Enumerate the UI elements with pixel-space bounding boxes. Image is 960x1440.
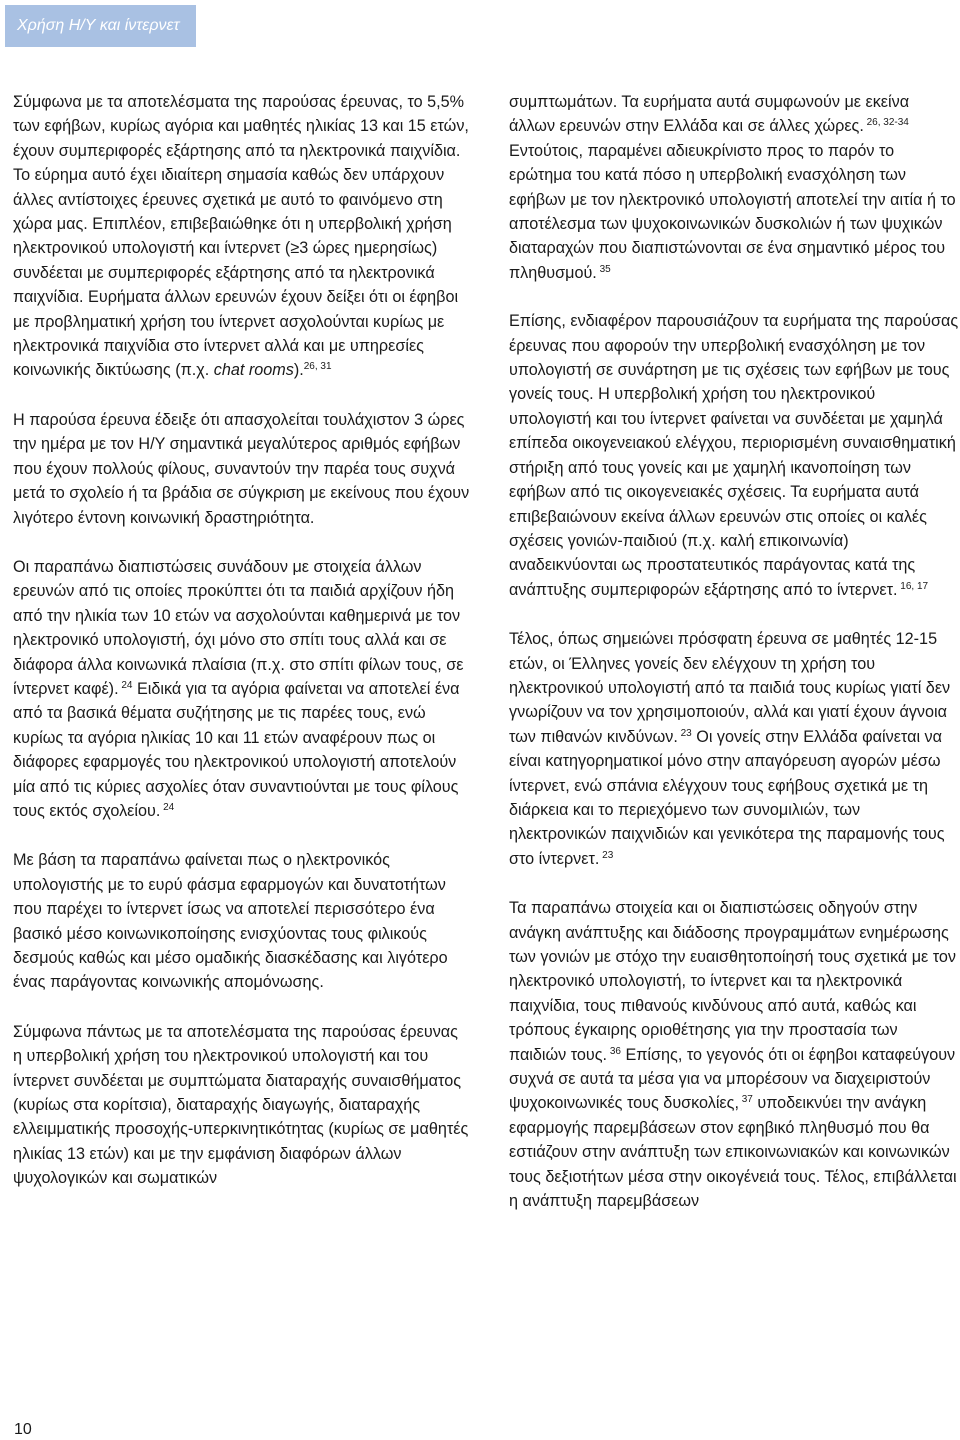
left-column [13, 90, 470, 1216]
citation-ref: 35 [596, 263, 611, 275]
paragraph-3: Οι παραπάνω διαπιστώσεις συνάδουν με στοιχεία άλλων ερευνών από τις οποίες προκύπτει ότι τα παιδιά αρχίζουν ήδη από την ηλικία των 10 ετών να ασχολούνται καθημερινά με τον ηλεκτρονικό υπολογιστή, όχι μόνο στο σπίτι τους αλλά και σε διάφορα άλλα κοινωνικά πλαίσια (π.χ. στο σπίτι φίλων τους, σε ίντερνετ καφέ). $^{24}$ Ειδικά για τα αγόρια φαίνεται να αποτελεί ένα από τα βασικά θέματα συζήτησης με τις παρέες τους, ενώ κυρίως τα αγόρια ηλικίας 10 και 11 ετών αναφέρουν πως οι διάφορες εφαρμογές του ηλεκτρονικού υπολογιστή αποτελούν μία από τις κύριες ασχολίες όταν συναντιούνται με τους φίλους τους εκτός σχολείου. $^{24}$ [13, 557, 464, 820]
citation-ref: 36 [607, 1045, 621, 1057]
citation-ref: 24 [118, 679, 133, 691]
paragraph-9: Τα παραπάνω στοιχεία και οι διαπιστώσεις οδηγούν στην ανάγκη ανάπτυξης και διάδοσης προγραμμάτων ενημέρωσης των γονιών με στόχο την ευαισθητοποίησή τους σχετικά με τον ηλεκτρονικό υπολογιστή, το ίντερνετ και τα ηλεκτρονικά παιχνίδια, τους πιθανούς κινδύνους από αυτά, καθώς και τρόπους έγκαιρης οριοθέτησης για την προστασία των παιδιών τους. $^{36}$ Επίσης, το γεγονός ότι οι έφηβοι καταφεύγουν συχνά σε αυτά τα μέσα για να μπορέσουν να διαχειριστούν ψυχοκοινωνικές τους δυσκολίες, $^{37}$ υποδεικνύει την ανάγκη εφαρμογής παρεμβάσεων στον εφηβικό πληθυσμό που θα εστιάζουν στην ανάπτυξη των επικοινωνιακών και κοινωνικών τους δεξιοτήτων μέσα στην οικογένειά τους. Τέλος, επιβάλλεται η ανάπτυξη παρεμβάσεων [509, 899, 957, 1211]
citation-ref: 24 [160, 801, 175, 813]
citation-ref: 26, 32-34 [863, 117, 909, 129]
citation-ref: 37 [738, 1094, 753, 1106]
citation-ref: 26, 31 [303, 361, 332, 373]
header-title: Χρήση Η/Υ και ίντερνετ [5, 5, 196, 47]
paragraph-1: Σύμφωνα με τα αποτελέσματα της παρούσας έρευνας, το 5,5% των εφήβων, κυρίως αγόρια και μαθητές ηλικίας 13 και 15 ετών, έχουν συμπεριφορές εξάρτησης από τα ηλεκτρονικά παιχνίδια. Το εύρημα αυτό έχει ιδιαίτερη σημασία καθώς δεν υπάρχουν άλλες αντίστοιχες έρευνες σχετικά με αυτό το φαινόμενο στη χώρα μας. Επιπλέον, επιβεβαιώθηκε ότι η υπερβολική χρήση ηλεκτρονικού υπολογιστή και ίντερνετ (≥3 ώρες ημερησίως) συνδέεται με συμπεριφορές εξάρτησης από τα ηλεκτρονικά παιχνίδια. Ευρήματα άλλων ερευνών έχουν δείξει ότι οι έφηβοι με προβληματική χρήση του ίντερνετ ασχολούνται κυρίως με ηλεκτρονικά παιχνίδια στο ίντερνετ αλλά και με υπηρεσίες κοινωνικής δικτύωσης (π.χ. chat rooms).$^{26, 31}$ [13, 93, 469, 380]
paragraph-6: συμπτωμάτων. Τα ευρήματα αυτά συμφωνούν με εκείνα άλλων ερευνών στην Ελλάδα και σε άλλες χώρες. $^{26, 32-34}$ Εντούτοις, παραμένει αδιευκρίνιστο προς το παρόν το ερώτημα του κατά πόσο η υπερβολική ενασχόληση των εφήβων με τον ηλεκτρονικό υπολογιστή αποτελεί την αιτία ή το αποτέλεσμα των ψυχοκοινωνικών δυσκολιών ή των ψυχικών διαταραχών που διαπιστώνονται σε ένα σημαντικό μέρος του πληθυσμού. $^{35}$ [509, 93, 956, 282]
paragraph-5: Σύμφωνα πάντως με τα αποτελέσματα της παρούσας έρευνας η υπερβολική χρήση του ηλεκτρονικού υπολογιστή και του ίντερνετ συνδέεται με συμπτώματα διαταραχής συναισθήματος (κυρίως στα κορίτσια), διαταραχής διαγωγής, διαταραχής ελλειμματικής προσοχής-υπερκινητικότητας (κυρίως σε μαθητές ηλικίας 13 ετών) και με την εμφάνιση διαφόρων άλλων ψυχολογικών και σωματικών [13, 1022, 469, 1188]
paragraph-2: Η παρούσα έρευνα έδειξε ότι απασχολείται τουλάχιστον 3 ώρες την ημέρα με τον Η/Υ σημαντικά μεγαλύτερος αριθμός εφήβων που έχουν πολλούς φίλους, συναντούν την παρέα τους συχνά μετά το σχολείο ή τα βράδια σε σύγκριση με εκείνους που έχουν λιγότερο έντονη κοινωνική δραστηριότητα. [13, 410, 470, 527]
citation-ref: 23 [599, 849, 614, 861]
paragraph-7: Επίσης, ενδιαφέρον παρουσιάζουν τα ευρήματα της παρούσας έρευνας που αφορούν την υπερβολική ενασχόληση με τον υπολογιστή σε συνάρτηση με τις σχέσεις των εφήβων με τους γονείς τους. Η υπερβολική χρήση του ηλεκτρονικού υπολογιστή και του ίντερνετ φαίνεται να συνδέεται με χαμηλά επίπεδα οικογενειακού ελέγχου, περιορισμένη συναισθηματική στήριξη από τους γονείς και με χαμηλή ικανοποίηση των εφήβων από τις οικογενειακές σχέσεις. Τα ευρήματα αυτά επιβεβαιώνουν εκείνα άλλων ερευνών στις οποίες οι καλές σχέσεις γονιών-παιδιού (π.χ. καλή επικοινωνία) αναδεικνύονται ως προστατευτικός παράγοντας κατά της ανάπτυξης συμπεριφορών εξάρτησης από το ίντερνετ. $^{16, 17}$ [509, 312, 959, 599]
page-number: 10 [14, 1421, 32, 1438]
paragraph-8: Τέλος, όπως σημειώνει πρόσφατη έρευνα σε μαθητές 12-15 ετών, οι Έλληνες γονείς δεν ελέγχουν τη χρήση του ηλεκτρονικού υπολογιστή από τα παιδιά τους κυρίως γιατί δεν γνωρίζουν να τον χρησιμοποιούν, αλλά και γιατί έχουν άγνοια των πιθανών κινδύνων. $^{23}$ Οι γονείς στην Ελλάδα φαίνεται να είναι κατηγορηματικοί μόνο στην απαγόρευση αγορών μέσω ίντερνετ, ενώ σπάνια ελέγχουν τους εφήβους σχετικά με τη διάρκεια και το περιεχόμενο των συνομιλιών, των ηλεκτρονικών παιχνιδιών και γενικότερα της παραμονής τους στο ίντερνετ. $^{23}$ [509, 630, 951, 868]
paragraph-4: Με βάση τα παραπάνω φαίνεται πως ο ηλεκτρονικός υπολογιστής με το ευρύ φάσμα εφαρμογών και δυνατοτήτων που παρέχει το ίντερνετ ίσως να αποτελεί περισσότερο ένα βασικό μέσο κοινωνικοποίησης ενισχύοντας τους φιλικούς δεσμούς καθώς και μέσο ομαδικής διασκέδασης και λιγότερο ένας παράγοντας κοινωνικής απομόνωσης. [13, 851, 448, 992]
right-column [509, 90, 959, 1238]
citation-ref: 23 [677, 727, 692, 739]
citation-ref: 16, 17 [897, 580, 929, 592]
